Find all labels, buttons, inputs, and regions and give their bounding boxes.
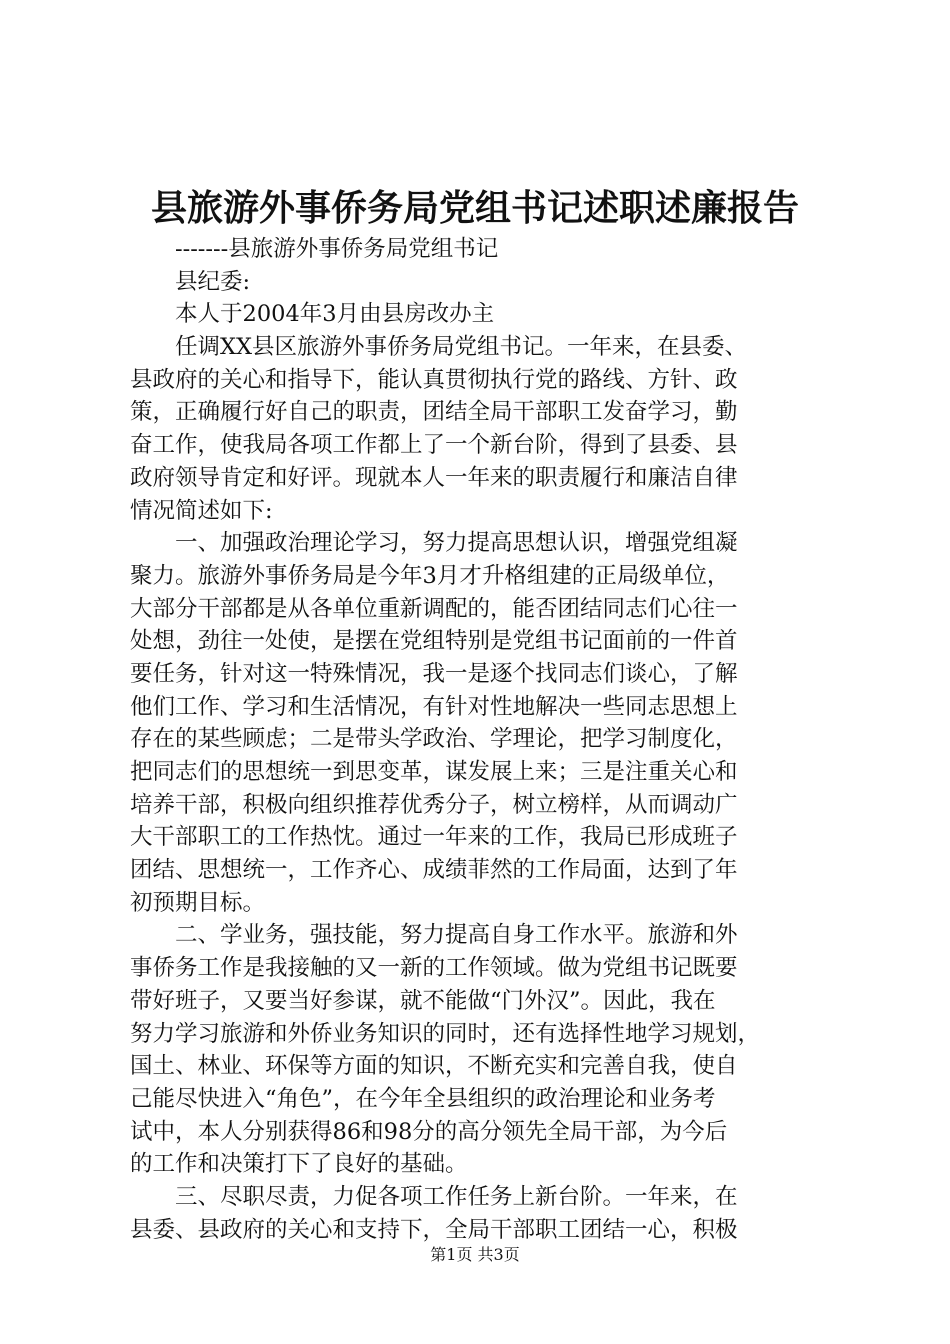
body-line: 任调XX县区旅游外事侨务局党组书记。一年来，在县委、 (175, 334, 748, 361)
body-line: 县委、县政府的关心和支持下，全局干部职工团结一心，积极 (130, 1216, 738, 1243)
body-line: 奋工作，使我局各项工作都上了一个新台阶，得到了县委、县 (130, 432, 738, 459)
body-line: 情况简述如下: (130, 497, 273, 524)
body-line: 县纪委: (175, 268, 251, 295)
body-line: 培养干部，积极向组织推荐优秀分子，树立榜样，从而调动广 (130, 791, 738, 818)
body-line: 把同志们的思想统一到思变革，谋发展上来；三是注重关心和 (130, 759, 738, 785)
body-line: 三、尽职尽责，力促各项工作任务上新台阶。一年来，在 (175, 1183, 738, 1210)
body-line: 带好班子，又要当好参谋，就不能做“门外汉”。因此，我在 (130, 987, 716, 1014)
body-line: 政府领导肯定和好评。现就本人一年来的职责履行和廉洁自律 (130, 464, 738, 491)
body-line: 存在的某些顾虑；二是带头学政治、学理论，把学习制度化， (130, 726, 738, 753)
body-line: 二、学业务，强技能，努力提高自身工作水平。旅游和外 (175, 922, 738, 949)
body-line: 策，正确履行好自己的职责，团结全局干部职工发奋学习，勤 (130, 399, 738, 426)
body-line: 初预期目标。 (130, 889, 266, 916)
document-body (130, 233, 830, 1246)
body-line: 国土、林业、环保等方面的知识，不断充实和完善自我，使自 (130, 1053, 738, 1080)
body-line: -------县旅游外事侨务局党组书记 (175, 236, 499, 262)
body-line: 聚力。旅游外事侨务局是今年3月才升格组建的正局级单位， (130, 562, 730, 589)
body-line: 己能尽快进入“角色”，在今年全县组织的政治理论和业务考 (130, 1085, 716, 1112)
body-line: 处想，劲往一处使，是摆在党组特别是党组书记面前的一件首 (130, 628, 738, 655)
body-line: 一、加强政治理论学习，努力提高思想认识，增强党组凝 (175, 530, 738, 557)
body-line: 大部分干部都是从各单位重新调配的，能否团结同志们心往一 (130, 595, 738, 622)
body-line: 的工作和决策打下了良好的基础。 (130, 1151, 468, 1178)
body-line: 事侨务工作是我接触的又一新的工作领域。做为党组书记既要 (130, 955, 738, 982)
body-line: 他们工作、学习和生活情况，有针对性地解决一些同志思想上 (130, 693, 738, 720)
body-line: 大干部职工的工作热忱。通过一年来的工作，我局已形成班子 (130, 824, 738, 851)
body-line: 试中，本人分别获得86和98分的高分领先全局干部，为今后 (130, 1118, 728, 1145)
body-line: 本人于2004年3月由县房改办主 (175, 301, 495, 328)
body-line: 县政府的关心和指导下，能认真贯彻执行党的路线、方针、政 (130, 366, 738, 393)
page-footer: 第1页 共3页 (430, 1245, 520, 1264)
body-line: 要任务，针对这一特殊情况，我一是逐个找同志们谈心，了解 (130, 660, 738, 687)
document-title: 县旅游外事侨务局党组书记述职述廉报告 (150, 187, 799, 229)
body-line: 团结、思想统一，工作齐心、成绩菲然的工作局面，达到了年 (130, 857, 738, 884)
body-line: 努力学习旅游和外侨业务知识的同时，还有选择性地学习规划， (130, 1020, 761, 1047)
